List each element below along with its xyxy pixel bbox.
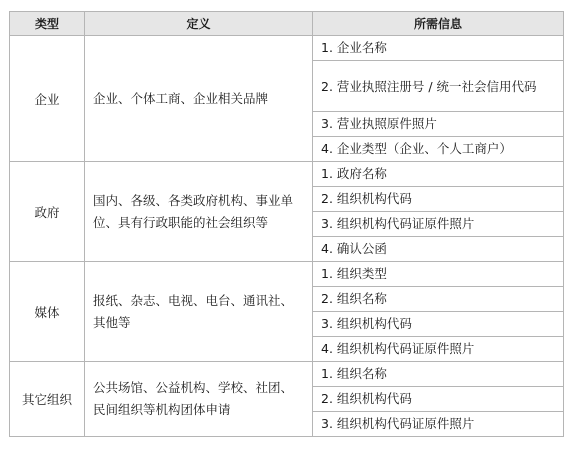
table-row bbox=[10, 362, 564, 387]
table-row bbox=[10, 262, 564, 287]
info-cell: 4. 企业类型（企业、个人工商户） bbox=[313, 137, 564, 162]
header-row bbox=[10, 12, 564, 36]
info-cell: 1. 组织类型 bbox=[313, 262, 564, 287]
info-cell: 2. 组织名称 bbox=[313, 287, 564, 312]
definition-cell: 企业、个体工商、企业相关品牌 bbox=[85, 36, 313, 162]
info-cell: 2. 营业执照注册号 / 统一社会信用代码 bbox=[313, 61, 564, 112]
table-row bbox=[10, 162, 564, 187]
info-cell: 4. 确认公函 bbox=[313, 237, 564, 262]
info-cell: 3. 组织机构代码证原件照片 bbox=[313, 412, 564, 437]
table-row bbox=[10, 36, 564, 61]
info-cell: 3. 组织机构代码 bbox=[313, 312, 564, 337]
info-cell: 1. 政府名称 bbox=[313, 162, 564, 187]
info-cell: 4. 组织机构代码证原件照片 bbox=[313, 337, 564, 362]
header-definition: 定义 bbox=[85, 12, 313, 36]
info-cell: 3. 组织机构代码证原件照片 bbox=[313, 212, 564, 237]
info-cell: 2. 组织机构代码 bbox=[313, 187, 564, 212]
type-cell: 政府 bbox=[10, 162, 85, 262]
type-cell: 其它组织 bbox=[10, 362, 85, 437]
definition-cell: 报纸、杂志、电视、电台、通讯社、其他等 bbox=[85, 262, 313, 362]
definition-cell: 国内、各级、各类政府机构、事业单位、具有行政职能的社会组织等 bbox=[85, 162, 313, 262]
type-cell: 媒体 bbox=[10, 262, 85, 362]
definition-cell: 公共场馆、公益机构、学校、社团、民间组织等机构团体申请 bbox=[85, 362, 313, 437]
info-cell: 2. 组织机构代码 bbox=[313, 387, 564, 412]
info-cell: 1. 组织名称 bbox=[313, 362, 564, 387]
header-required-info: 所需信息 bbox=[313, 12, 564, 36]
info-cell: 3. 营业执照原件照片 bbox=[313, 112, 564, 137]
header-type: 类型 bbox=[10, 12, 85, 36]
info-cell: 1. 企业名称 bbox=[313, 36, 564, 61]
type-cell: 企业 bbox=[10, 36, 85, 162]
requirements-table bbox=[9, 11, 564, 437]
table-container bbox=[9, 11, 564, 437]
